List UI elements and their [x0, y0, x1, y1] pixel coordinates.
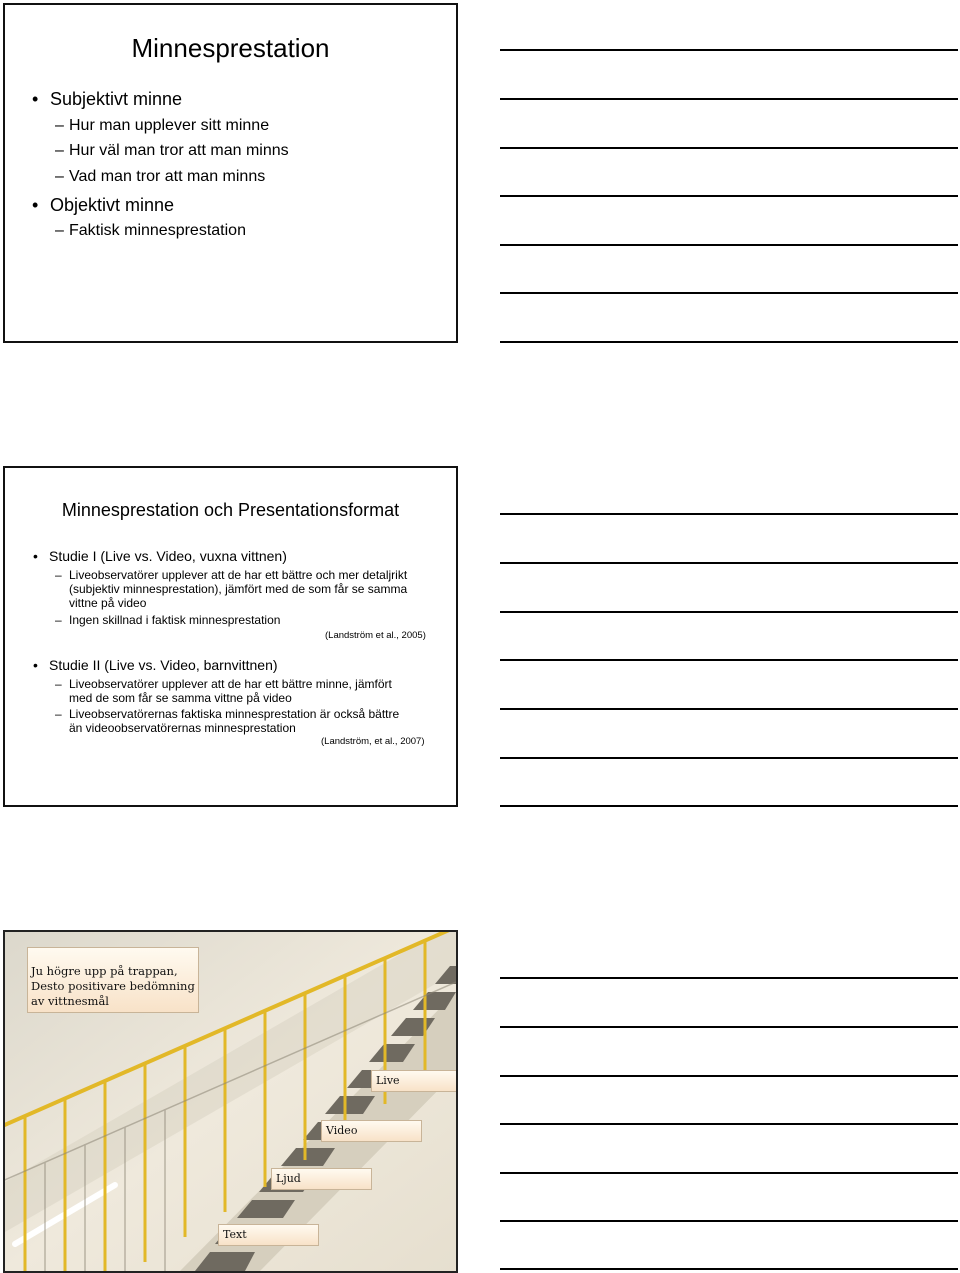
study-2-point-1: Liveobservatörer upplever att de har ett bättre minne, jämfört med de som får se samma vittne på video — [69, 677, 392, 705]
study-2-reference: (Landström, et al., 2007) — [321, 736, 425, 747]
study-1-reference: (Landström et al., 2005) — [325, 630, 426, 641]
note-line — [500, 757, 958, 759]
note-line — [500, 562, 958, 564]
note-line — [500, 1220, 958, 1222]
note-line — [500, 805, 958, 807]
study-1-point-2: Ingen skillnad i faktisk minnesprestation — [69, 613, 281, 627]
note-line — [500, 611, 958, 613]
step-label-video: Video — [321, 1120, 422, 1142]
step-label-text: Text — [218, 1224, 319, 1246]
note-line — [500, 977, 958, 979]
note-line — [500, 1123, 958, 1125]
sub-bullet: – Vad man tror att man minns — [69, 168, 265, 186]
step-label-live: Live — [371, 1070, 458, 1092]
step-label-ljud: Ljud — [271, 1168, 372, 1190]
sub-bullet: – Hur väl man tror att man minns — [69, 142, 289, 160]
note-line — [500, 513, 958, 515]
note-line — [500, 708, 958, 710]
slide-minnesprestation — [3, 3, 458, 343]
note-line — [500, 659, 958, 661]
slide-title: Minnesprestation och Presentationsformat — [61, 500, 400, 520]
sub-bullet: – Hur man upplever sitt minne — [69, 117, 269, 135]
slide-staircase — [3, 930, 458, 1273]
sub-bullet: – Faktisk minnesprestation — [69, 222, 246, 240]
slide-title: Minnesprestation — [131, 33, 330, 63]
note-line — [500, 147, 958, 149]
caption-box: Ju högre upp på trappan, Desto positivare bedömning av vittnesmål — [27, 947, 199, 1013]
study-2-heading: • Studie II (Live vs. Video, barnvittnen) — [49, 657, 278, 673]
note-line — [500, 49, 958, 51]
note-line — [500, 292, 958, 294]
note-line — [500, 1026, 958, 1028]
note-line — [500, 1075, 958, 1077]
bullet-objektivt-minne: • Objektivt minne — [50, 195, 174, 216]
study-1-heading: • Studie I (Live vs. Video, vuxna vittnen) — [49, 548, 287, 564]
slide-presentationsformat: Minnesprestation och Presentationsformat • Studie I (Live vs. Video, vuxna vittnen) – Liveobservatörer upplever att de har ett bättre och mer detaljrikt (subjektiv minnesprestation), jämfört med de som får se samma vittne på video – Ingen skillnad i faktisk minnesprestation (Landström et al., 2005) • Studie II (Live vs. Video, barnvittnen) – Liveobservatörer upplever att de har ett bättre minne, jämfört med de som får se samma vittne på video – Liveobservatörernas faktiska minnesprestation är också bättre än videoobservatörernas minnesprestation (Landström, et al., 2007) — [3, 466, 458, 807]
bullet-subjektivt-minne: • Subjektivt minne — [50, 89, 182, 110]
note-line — [500, 98, 958, 100]
note-line — [500, 341, 958, 343]
note-line — [500, 1268, 958, 1270]
note-line — [500, 244, 958, 246]
study-2-point-2: Liveobservatörernas faktiska minnesprestation är också bättre än videoobservatörernas minnesprestation — [69, 707, 400, 735]
note-line — [500, 195, 958, 197]
study-1-point-1: Liveobservatörer upplever att de har ett bättre och mer detaljrikt (subjektiv minnesprestation), jämfört med de som får se samma vittne på video — [69, 568, 408, 610]
note-line — [500, 1172, 958, 1174]
